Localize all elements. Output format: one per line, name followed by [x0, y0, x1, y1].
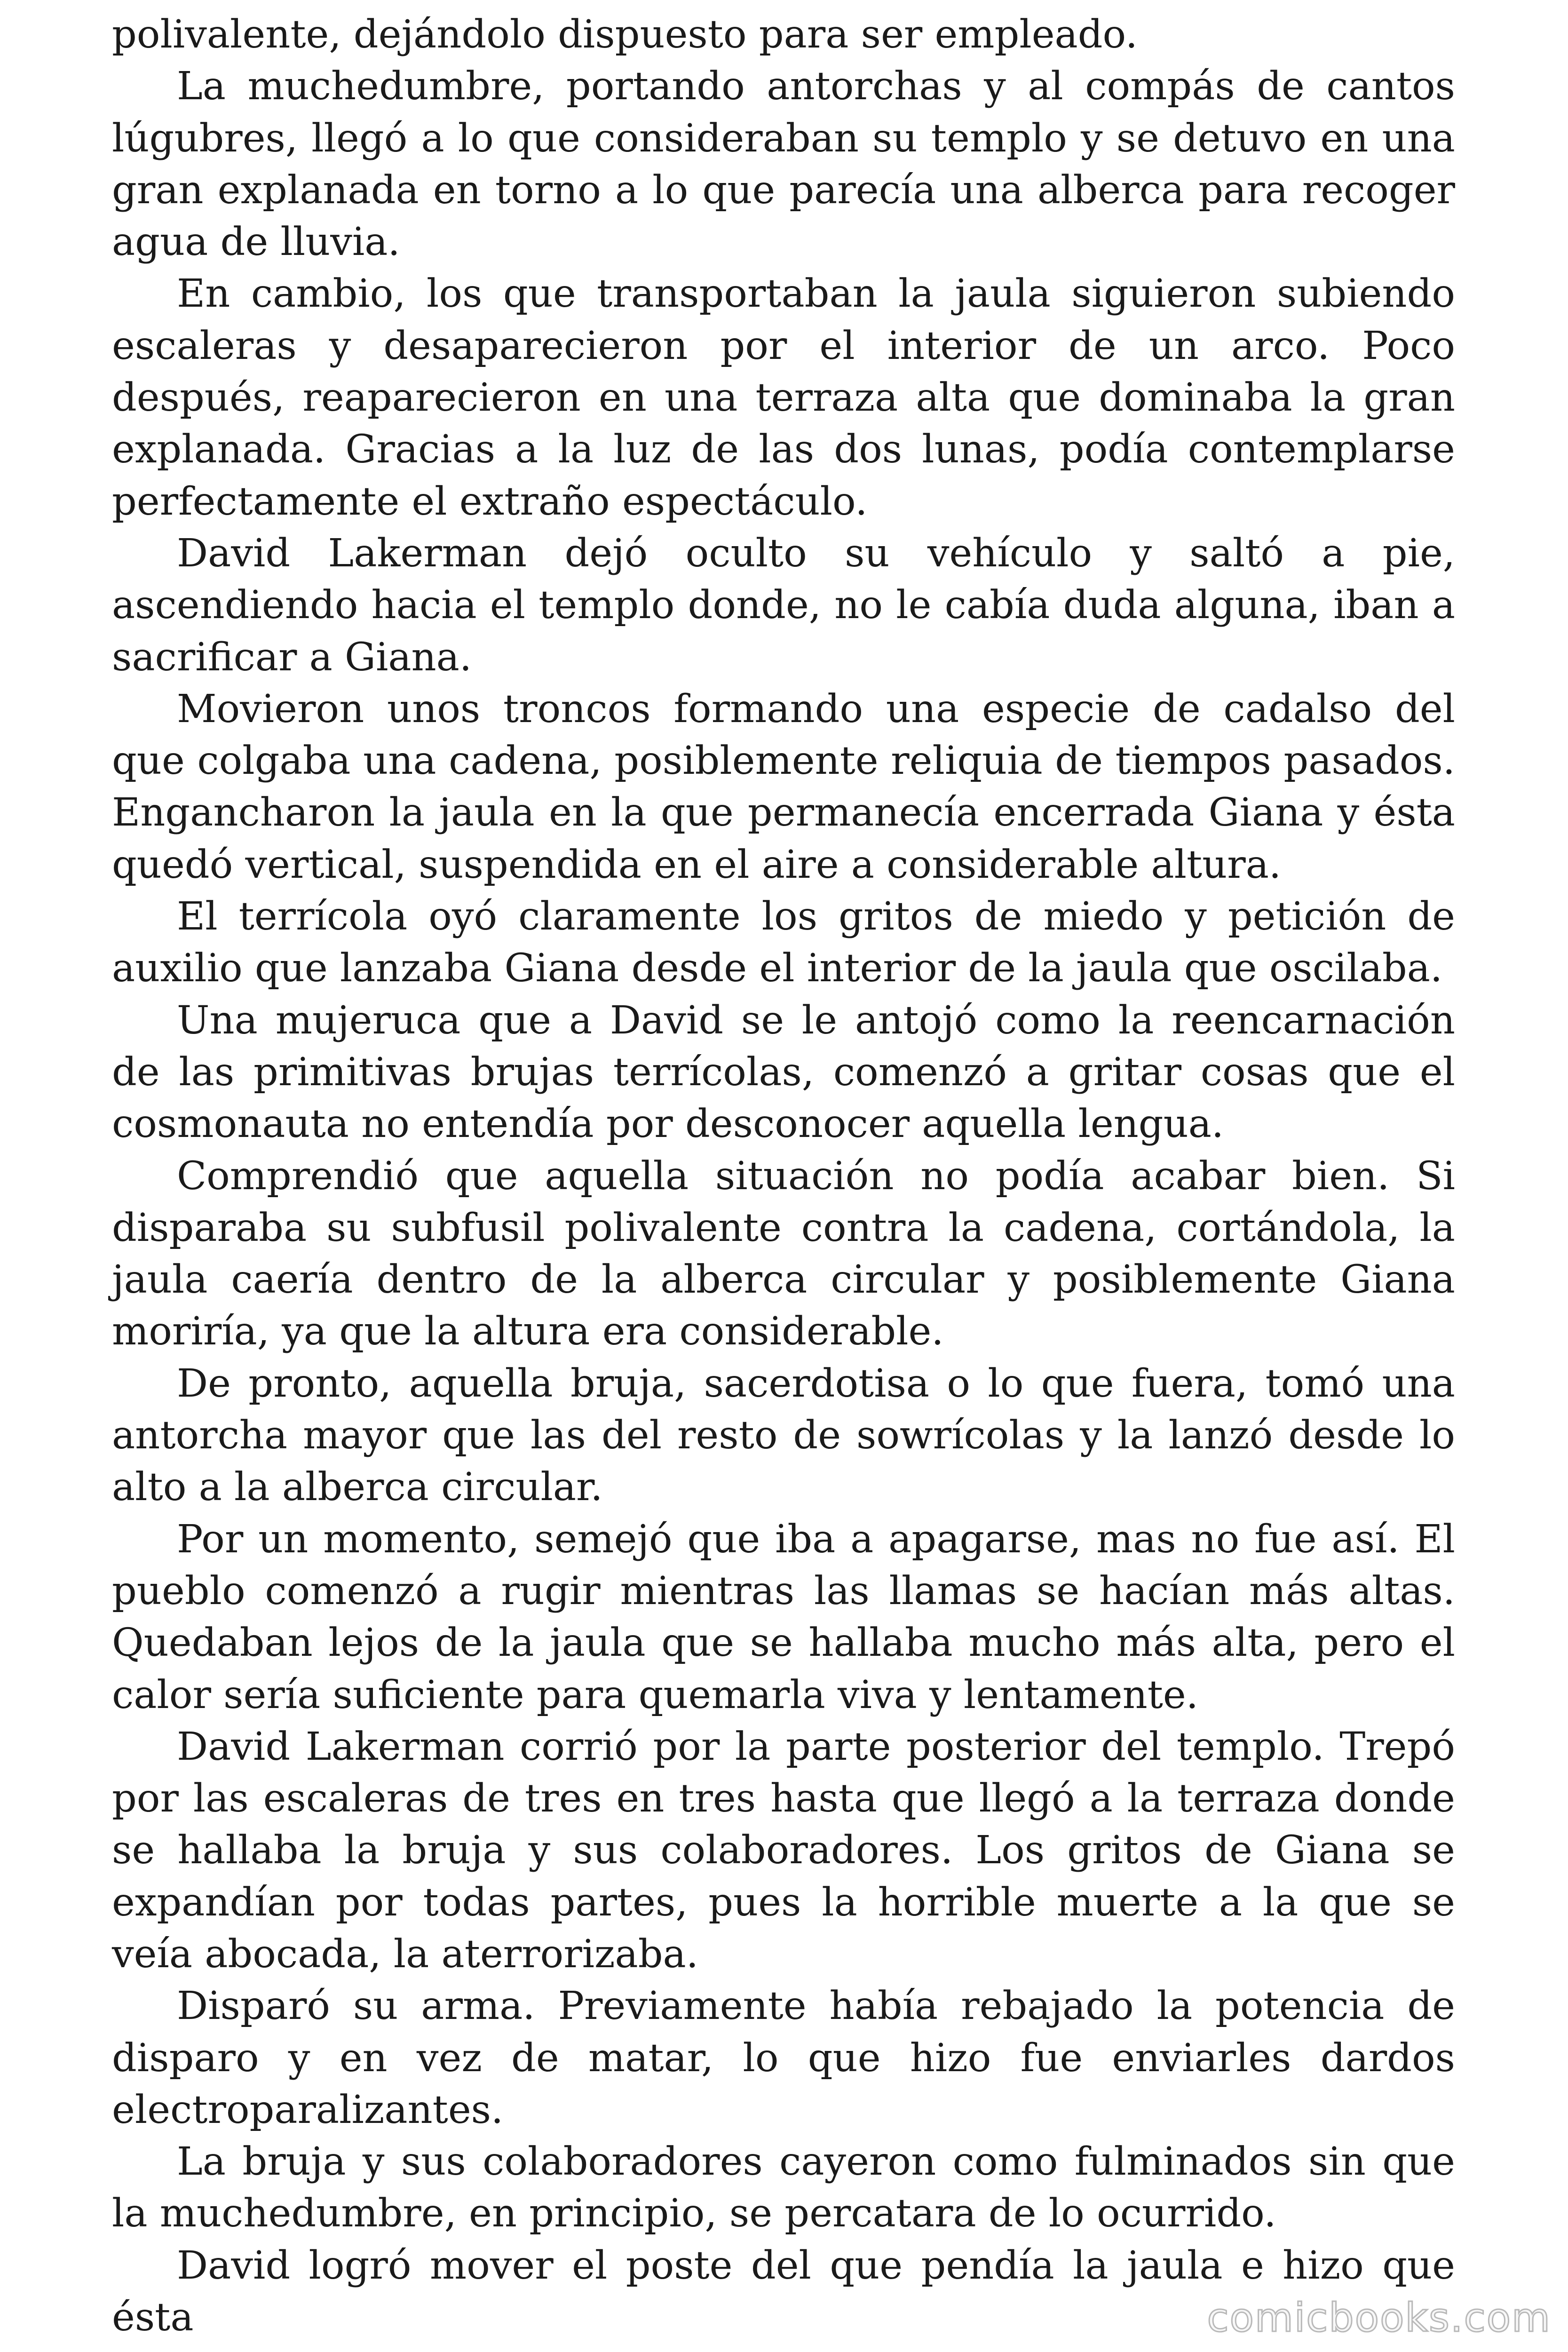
paragraph: polivalente, dejándolo dispuesto para ser empleado.	[112, 12, 1138, 57]
paragraph: De pronto, aquella bruja, sacerdotisa o lo que fuera, tomó una antorcha mayor que las del resto de sowrícolas y la lanzó desde lo alto a la alberca circular.	[112, 1360, 1455, 1510]
paragraph: David Lakerman corrió por la parte posterior del templo. Trepó por las escaleras de tres en tres hasta que llegó a la terraza donde se hallaba la bruja y sus colaboradores. Los gritos de Giana se expandían por todas partes, pues la horrible muerte a la que se veía abocada, la aterrorizaba.	[112, 1724, 1455, 1977]
paragraph: Una mujeruca que a David se le antojó como la reencarnación de las primitivas brujas terrícolas, comenzó a gritar cosas que el cosmonauta no entendía por desconocer aquella lengua.	[112, 997, 1455, 1147]
paragraph: David Lakerman dejó oculto su vehículo y saltó a pie, ascendiendo hacia el templo donde, no le cabía duda alguna, iban a sacrificar a Giana.	[112, 530, 1455, 680]
paragraph: Disparó su arma. Previamente había rebajado la potencia de disparo y en vez de matar, lo que hizo fue enviarles dardos electroparalizantes.	[112, 1983, 1455, 2132]
paragraph: Por un momento, semejó que iba a apagarse, mas no fue así. El pueblo comenzó a rugir mientras las llamas se hacían más altas. Quedaban lejos de la jaula que se hallaba mucho más alta, pero el calor sería suficiente para quemarla viva y lentamente.	[112, 1516, 1455, 1717]
paragraph: El terrícola oyó claramente los gritos de miedo y petición de auxilio que lanzaba Giana desde el interior de la jaula que oscilaba.	[112, 894, 1455, 991]
paragraph: Movieron unos troncos formando una especie de cadalso del que colgaba una cadena, posiblemente reliquia de tiempos pasados. Engancharon la jaula en la que permanecía encerrada Giana y ésta quedó vertical, suspendida en el aire a considerable altura.	[112, 686, 1455, 887]
paragraph: La bruja y sus colaboradores cayeron como fulminados sin que la muchedumbre, en principio, se percatara de lo ocurrido.	[112, 2139, 1455, 2236]
body-text	[112, 8, 1455, 2343]
paragraph: Comprendió que aquella situación no podía acabar bien. Si disparaba su subfusil polivalente contra la cadena, cortándola, la jaula caería dentro de la alberca circular y posiblemente Giana moriría, ya que la altura era considerable.	[112, 1153, 1455, 1354]
paragraph: La muchedumbre, portando antorchas y al compás de cantos lúgubres, llegó a lo que consideraban su templo y se detuvo en una gran explanada en torno a lo que parecía una alberca para recoger agua de lluvia.	[112, 64, 1455, 265]
paragraph: David logró mover el poste del que pendía la jaula e hizo que ésta	[112, 2242, 1455, 2340]
watermark: comicbooks.com	[1207, 2295, 1551, 2341]
paragraph: En cambio, los que transportaban la jaula siguieron subiendo escaleras y desaparecieron por el interior de un arco. Poco después, reaparecieron en una terraza alta que dominaba la gran explanada. Gracias a la luz de las dos lunas, podía contemplarse perfectamente el extraño espectáculo.	[112, 271, 1455, 524]
